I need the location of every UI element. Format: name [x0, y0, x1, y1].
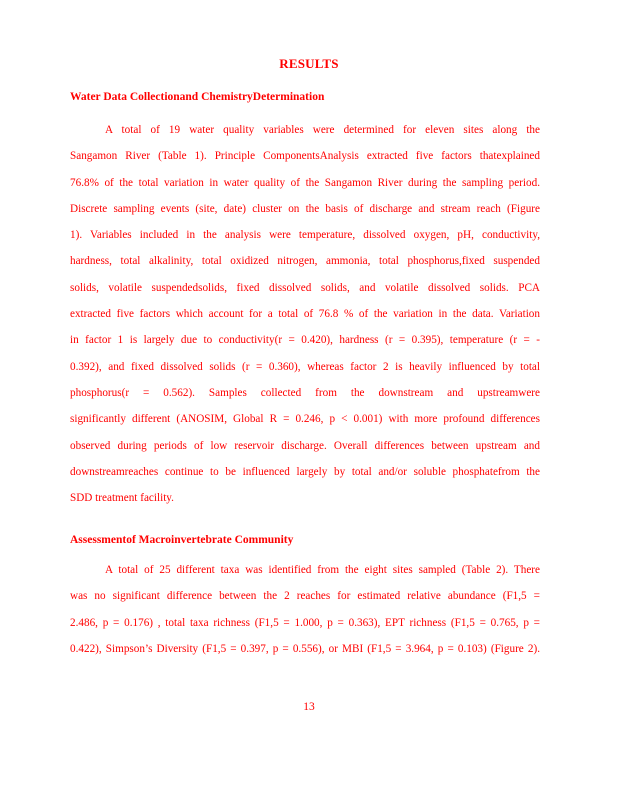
paragraph-line: in factor 1 is largely due to conductivity(r = 0.420), hardness (r = 0.395), temperature (r = - — [70, 334, 540, 347]
paragraph-line: 2.486, p = 0.176) , total taxa richness (F1,5 = 1.000, p = 0.363), EPT richness (F1,5 = 0.765, p = — [70, 616, 540, 629]
paragraph-line: extracted five factors which account for a total of 76.8 % of the variation in the data. Variation — [70, 308, 540, 321]
paragraph-line: was no significant difference between the 2 reaches for estimated relative abundance (F1,5 = — [70, 590, 540, 603]
paragraph-line: A total of 19 water quality variables were determined for eleven sites along the — [105, 124, 540, 136]
paragraph-line: 76.8% of the total variation in water quality of the Sangamon River during the sampling period. — [70, 176, 540, 189]
paragraph-line: Discrete sampling events (site, date) cluster on the basis of discharge and stream reach (Figure — [70, 202, 540, 215]
page-number: 13 — [303, 701, 315, 713]
paragraph-line: 1). Variables included in the analysis were temperature, dissolved oxygen, pH, conductivity, — [70, 229, 540, 242]
page-heading: RESULTS — [279, 56, 339, 71]
paragraph-line: Sangamon River (Table 1). Principle ComponentsAnalysis extracted five factors thatexplained — [70, 150, 540, 163]
paragraph-line: phosphorus(r = 0.562). Samples collected from the downstream and upstreamwere — [70, 386, 540, 399]
paragraph-line: 0.392), and fixed dissolved solids (r = 0.360), whereas factor 2 is heavily influenced by total — [70, 360, 540, 373]
paragraph-line: downstreamreaches continue to be influenced largely by total and/or soluble phosphatefrom the — [70, 465, 540, 478]
section-title-macroinvertebrate: Assessmentof Macroinvertebrate Community — [70, 534, 294, 546]
paragraph-line: A total of 25 different taxa was identified from the eight sites sampled (Table 2). There — [105, 564, 540, 576]
paragraph-line: SDD treatment facility. — [70, 492, 174, 505]
paragraph-macroinvertebrate — [70, 557, 540, 662]
paragraph-water-data — [70, 117, 540, 511]
paragraph-line: hardness, total alkalinity, total oxidized nitrogen, ammonia, total phosphorus,fixed suspended — [70, 255, 540, 268]
paragraph-line: solids, volatile suspendedsolids, fixed dissolved solids, and volatile dissolved solids. PCA — [70, 281, 540, 294]
paragraph-line: observed during periods of low reservoir discharge. Overall differences between upstream and — [70, 439, 540, 452]
paragraph-line: significantly different (ANOSIM, Global R = 0.246, p < 0.001) with more profound differences — [70, 413, 540, 426]
paragraph-line: 0.422), Simpson’s Diversity (F1,5 = 0.397, p = 0.556), or MBI (F1,5 = 3.964, p = 0.103) (Figure 2). — [70, 642, 540, 655]
section-title-water-data: Water Data Collectionand ChemistryDetermination — [70, 91, 325, 103]
